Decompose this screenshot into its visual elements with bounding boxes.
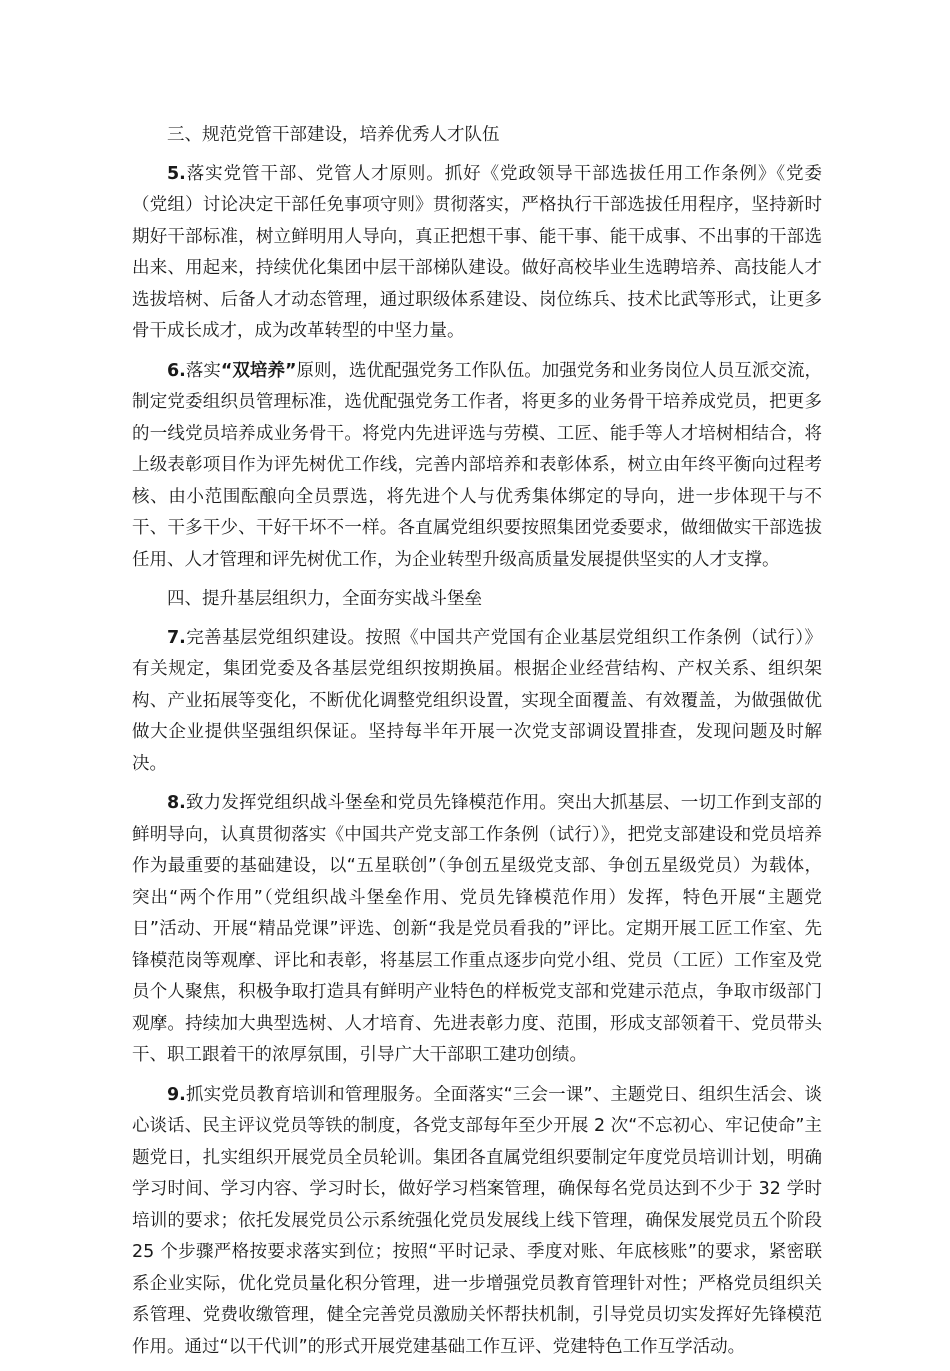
section-heading-3-text: 三、规范党管干部建设，培养优秀人才队伍	[167, 125, 500, 145]
item-number-5: 5.	[167, 163, 186, 184]
item-number-6: 6.	[167, 360, 186, 381]
section-heading-4	[132, 584, 822, 616]
item-text-8: 致力发挥党组织战斗堡垒和党员先锋模范作用。突出大抓基层、一切工作到支部的鲜明导向，认真贯彻落实《中国共产党支部工作条例（试行）》，把党支部建设和党员培养作为最重要的基础建设，以“五星联创”（争创五星级党支部、争创五星级党员）为载体，突出“两个作用”（党组织战斗堡垒作用、党员先锋模范作用）发挥，特色开展“主题党日”活动、开展“精品党课”评选、创新“我是党员看我的”评比。定期开展工匠工作室、先锋模范岗等观摩、评比和表彰，将基层工作重点逐步向党小组、党员（工匠）工作室及党员个人聚焦，积极争取打造具有鲜明产业特色的样板党支部和党建示范点，争取市级部门观摩。持续加大典型选树、人才培育、先进表彰力度、范围，形成支部领着干、党员带头干、职工跟着干的浓厚氛围，引导广大干部职工建功创绩。	[132, 793, 822, 1065]
section-heading-4-text: 四、提升基层组织力，全面夯实战斗堡垒	[167, 589, 482, 609]
item-number-7: 7.	[167, 627, 186, 648]
item-text-7: 完善基层党组织建设。按照《中国共产党国有企业基层党组织工作条例（试行）》有关规定，集团党委及各基层党组织按期换届。根据企业经营结构、产权关系、组织架构、产业拓展等变化，不断优化调整党组织设置，实现全面覆盖、有效覆盖，为做强做优做大企业提供坚强组织保证。坚持每半年开展一次党支部调设置排查，发现问题及时解决。	[132, 627, 822, 774]
item-number-8: 8.	[167, 793, 186, 813]
paragraph-item-8	[132, 788, 822, 1072]
item-lead-6: 落实	[185, 360, 221, 381]
item-quoted-6: “双培养”	[220, 360, 297, 381]
item-text-5: 落实党管干部、党管人才原则。抓好《党政领导干部选拔任用工作条例》《党委（党组）讨论决定干部任免事项守则》贯彻落实，严格执行干部选拔任用程序，坚持新时期好干部标准，树立鲜明用人导向，真正把想干事、能干事、能干成事、不出事的干部选出来、用起来，持续优化集团中层干部梯队建设。做好高校毕业生选聘培养、高技能人才选拔培树、后备人才动态管理，通过职级体系建设、岗位练兵、技术比武等形式，让更多骨干成长成才，成为改革转型的中坚力量。	[132, 163, 822, 341]
item-number-9: 9.	[167, 1084, 186, 1105]
paragraph-item-5	[132, 159, 822, 348]
document-body	[132, 120, 822, 1371]
section-heading-3	[132, 120, 822, 152]
paragraph-item-9	[132, 1080, 822, 1364]
item-text-6: 原则，选优配强党务工作队伍。加强党务和业务岗位人员互派交流，制定党委组织员管理标准，选优配强党务工作者，将更多的业务骨干培养成党员，把更多的一线党员培养成业务骨干。将党内先进评选与劳模、工匠、能手等人才培树相结合，将上级表彰项目作为评先树优工作线，完善内部培养和表彰体系，树立由年终平衡向过程考核、由小范围酝酿向全员票选，将先进个人与优秀集体绑定的导向，进一步体现干与不干、干多干少、干好干坏不一样。各直属党组织要按照集团党委要求，做细做实干部选拔任用、人才管理和评先树优工作，为企业转型升级高质量发展提供坚实的人才支撑。	[132, 360, 822, 570]
paragraph-item-7	[132, 623, 822, 781]
paragraph-item-6	[132, 356, 822, 577]
item-text-9: 抓实党员教育培训和管理服务。全面落实“三会一课”、主题党日、组织生活会、谈心谈话、民主评议党员等铁的制度，各党支部每年至少开展 2 次“不忘初心、牢记使命”主题党日，扎实组织开展党员全员轮训。集团各直属党组织要制定年度党员培训计划，明确学习时间、学习内容、学习时长，做好学习档案管理，确保每名党员达到不少于 32 学时培训的要求；依托发展党员公示系统强化党员发展线上线下管理，确保发展党员五个阶段 25 个步骤严格按要求落实到位；按照“平时记录、季度对账、年底核账”的要求，紧密联系企业实际，优化党员量化积分管理，进一步增强党员教育管理针对性；严格党员组织关系管理、党费收缴管理，健全完善党员激励关怀帮扶机制，引导党员切实发挥好先锋模范作用。通过“以干代训”的形式开展党建基础工作互评、党建特色工作互学活动。	[132, 1084, 822, 1357]
